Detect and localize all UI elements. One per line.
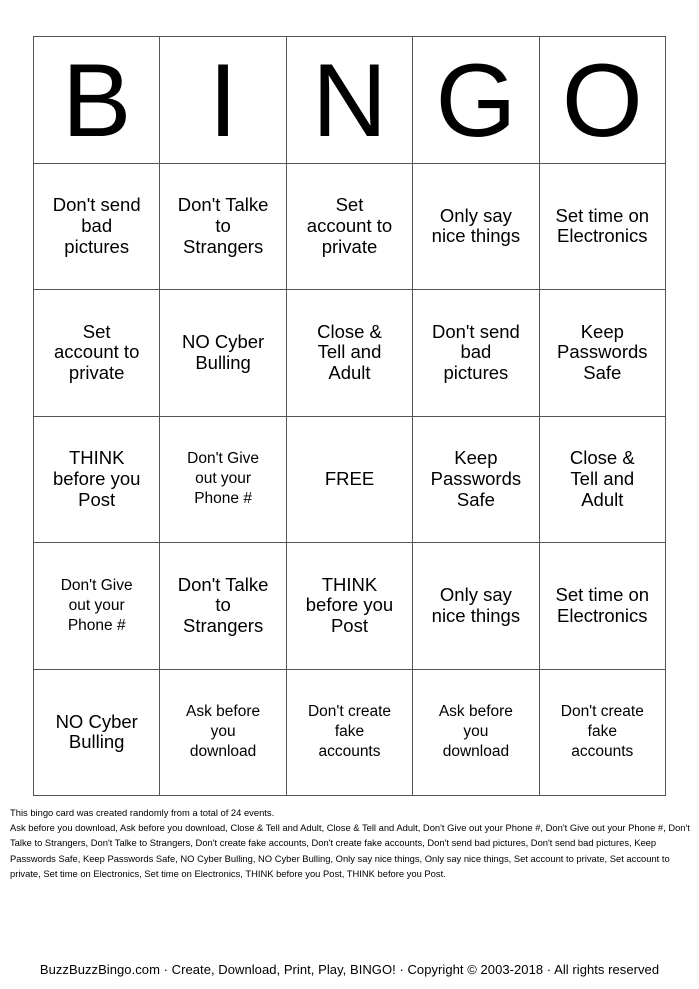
footer-copyright: BuzzBuzzBingo.com · Create, Download, Print, Play, BINGO! · Copyright © 2003-2018 · All rights reserved: [39, 962, 660, 977]
note-events-list: Ask before you download, Ask before you download, Close & Tell and Adult, Close & Tell and Adult, Don't Give out your Phone #, Don't Give out your Phone #, Don't Talke to Strangers, Don't Talke to Strangers, Don't create fake accounts, Don't create fake accounts, Don't send bad pictures, Don't send bad pictures, Keep Passwords Safe, Keep Passwords Safe, NO Cyber Bulling, NO Cyber Bulling, Only say nice things, Only say nice things, Set account to private, Set account to private, Set time on Electronics, Set time on Electronics, THINK before you Post, THINK before you Post.: [10, 822, 690, 879]
header-letter-o: O: [540, 37, 666, 164]
bingo-cell: Don't send bad pictures: [34, 164, 160, 291]
bingo-cell: NO Cyber Bulling: [160, 290, 286, 417]
bingo-cell: Don't send bad pictures: [413, 290, 539, 417]
bingo-cell: Don't create fake accounts: [540, 670, 666, 797]
bingo-cell: Don't Talke to Strangers: [160, 164, 286, 291]
bingo-cell: Close & Tell and Adult: [540, 417, 666, 544]
bingo-cell: THINK before you Post: [34, 417, 160, 544]
bingo-cell: Set time on Electronics: [540, 164, 666, 291]
bingo-cell: Don't Talke to Strangers: [160, 543, 286, 670]
bingo-cell: Keep Passwords Safe: [413, 417, 539, 544]
bingo-cell: NO Cyber Bulling: [34, 670, 160, 797]
bingo-cell: Ask before you download: [413, 670, 539, 797]
header-letter-g: G: [413, 37, 539, 164]
bingo-cell: Don't Give out your Phone #: [160, 417, 286, 544]
bingo-cell: Keep Passwords Safe: [540, 290, 666, 417]
bingo-cell: Don't create fake accounts: [287, 670, 413, 797]
bingo-cell: Set time on Electronics: [540, 543, 666, 670]
bingo-cell: Don't Give out your Phone #: [34, 543, 160, 670]
header-letter-i: I: [160, 37, 286, 164]
free-space-cell: FREE: [287, 417, 413, 544]
card-notes: [10, 805, 690, 881]
header-letter-b: B: [34, 37, 160, 164]
bingo-cell: Set account to private: [287, 164, 413, 291]
header-letter-n: N: [287, 37, 413, 164]
bingo-cell: Set account to private: [34, 290, 160, 417]
bingo-cell: THINK before you Post: [287, 543, 413, 670]
bingo-cell: Only say nice things: [413, 164, 539, 291]
bingo-card: [33, 36, 666, 796]
bingo-cell: Close & Tell and Adult: [287, 290, 413, 417]
note-intro: This bingo card was created randomly from a total of 24 events.: [10, 807, 275, 818]
bingo-cell: Ask before you download: [160, 670, 286, 797]
bingo-cell: Only say nice things: [413, 543, 539, 670]
